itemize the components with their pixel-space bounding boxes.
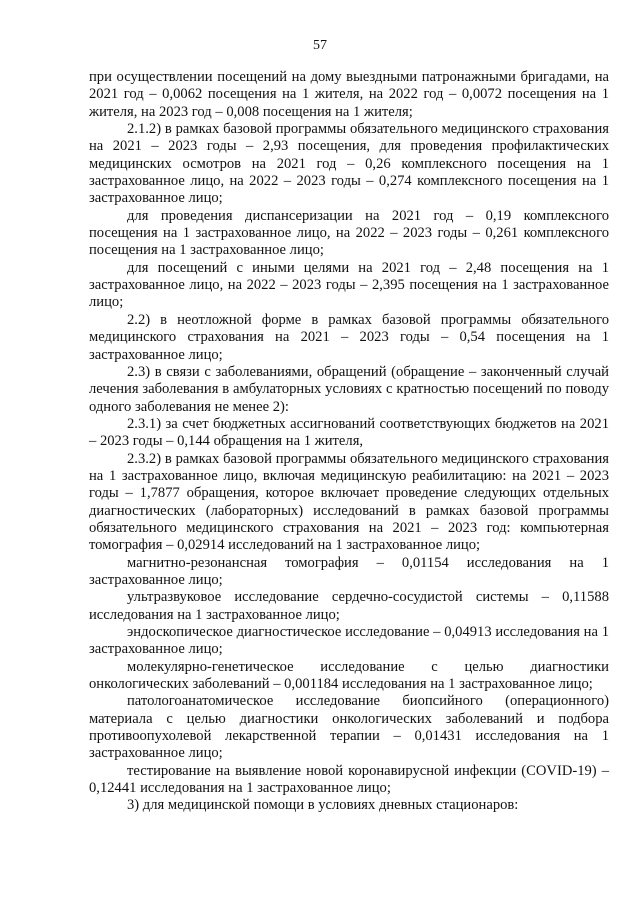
paragraph-2-3-1: 2.3.1) за счет бюджетных ассигнований соответствующих бюджетов на 2021 – 2023 годы – 0,144 обращения на 1 жителя,	[89, 415, 609, 450]
paragraph-covid-testing: тестирование на выявление новой коронавирусной инфекции (COVID-19) – 0,12441 исследования на 1 застрахованное лицо;	[89, 762, 609, 797]
paragraph-2-2: 2.2) в неотложной форме в рамках базовой программы обязательного медицинского страхования на 2021 – 2023 годы – 0,54 посещения на 1 застрахованное лицо;	[89, 311, 609, 363]
paragraph-2-3: 2.3) в связи с заболеваниями, обращений (обращение – законченный случай лечения заболевания в амбулаторных условиях с кратностью посещений по поводу одного заболевания не менее 2):	[89, 363, 609, 415]
paragraph-2-1-2: 2.1.2) в рамках базовой программы обязательного медицинского страхования на 2021 – 2023 годы – 2,93 посещения, для проведения профилактических медицинских осмотров на 2021 год – 0,26 комплексного посещения на 1 застрахованное лицо, на 2022 – 2023 годы – 0,274 комплексного посещения на 1 застрахованное лицо;	[89, 121, 609, 207]
paragraph-mri: магнитно-резонансная томография – 0,01154 исследования на 1 застрахованное лицо;	[89, 554, 609, 588]
paragraph-dispensary: для проведения диспансеризации на 2021 год – 0,19 комплексного посещения на 1 застрахованное лицо, на 2022 – 2023 годы – 0,261 комплексного посещения на 1 застрахованное лицо;	[89, 207, 609, 259]
paragraph-other-visits: для посещений с иными целями на 2021 год – 2,48 посещения на 1 застрахованное лицо, на 2022 – 2023 годы – 2,395 посещения на 1 застрахованное лицо;	[89, 259, 609, 311]
document-body	[89, 69, 609, 815]
paragraph-pathology: патологоанатомическое исследование биопсийного (операционного) материала с целью диагностики онкологических заболеваний и подбора противоопухолевой лекарственной терапии – 0,01431 исследования на 1 застрахованное лицо;	[89, 693, 609, 762]
paragraph-home-visits: при осуществлении посещений на дому выездными патронажными бригадами, на 2021 год – 0,0062 посещения на 1 жителя, на 2022 год – 0,0072 посещения на 1 жителя, на 2023 год – 0,008 посещения на 1 жителя;	[89, 69, 609, 120]
paragraph-day-hospitals: 3) для медицинской помощи в условиях дневных стационаров:	[127, 797, 519, 814]
paragraph-2-3-2: 2.3.2) в рамках базовой программы обязательного медицинского страхования на 1 застрахованное лицо, включая медицинскую реабилитацию: на 2021 – 2023 годы – 1,7877 обращения, которое включает проведение следующих отдельных диагностических (лабораторных) исследований в рамках базовой программы обязательного медицинского страхования на 2021 – 2023 год: компьютерная томография – 0,02914 исследований на 1 застрахованное лицо;	[89, 450, 609, 554]
page-number: 57	[313, 38, 327, 53]
paragraph-endoscopy: эндоскопическое диагностическое исследование – 0,04913 исследования на 1 застрахованное лицо;	[89, 624, 609, 658]
paragraph-ultrasound: ультразвуковое исследование сердечно-сосудистой системы – 0,11588 исследования на 1 застрахованное лицо;	[89, 589, 609, 623]
paragraph-molecular-genetic: молекулярно-генетическое исследование с целью диагностики онкологических заболеваний – 0,001184 исследования на 1 застрахованное лицо;	[89, 658, 609, 693]
